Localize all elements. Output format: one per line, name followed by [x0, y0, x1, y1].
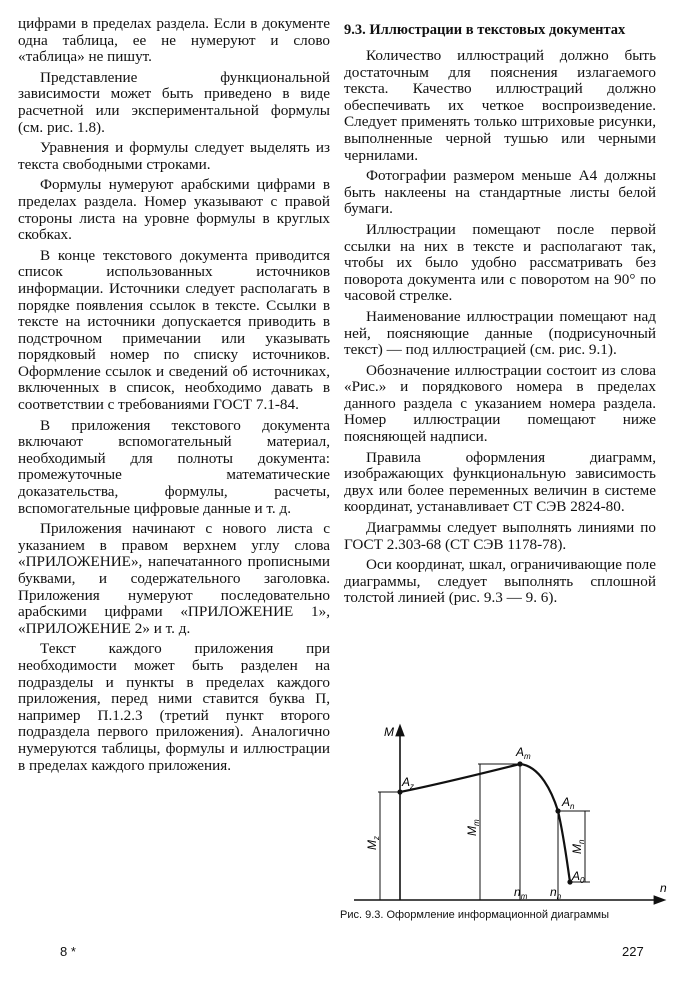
- x-axis-label: n: [660, 881, 667, 895]
- paragraph: Представление функциональной зависимости может быть приведено в виде расчетной или экспериментальной формулы (см. рис. 1.8).: [18, 68, 330, 136]
- paragraph: Диаграммы следует выполнять линиями по ГОСТ 2.303-68 (СТ СЭВ 1178-78).: [344, 519, 656, 553]
- label-am: $A_m$: [516, 745, 531, 761]
- tick-nm: $n_m$: [514, 885, 528, 901]
- tick-nn: $n_n$: [550, 885, 562, 901]
- point-az: [397, 789, 402, 794]
- label-az: $A_z$: [402, 775, 415, 791]
- left-text-column: [18, 16, 330, 774]
- label-a0: $A_0$: [572, 869, 585, 885]
- y-axis-label: M: [384, 725, 394, 739]
- paragraph: В конце текстового документа приводится список использованных источников информации. Источники следует располагать в порядке появления ссылок в тексте. Ссылки в тексте на источники допускается приводить в подстрочном примечании или указывать порядковый номер по списку источников. Оформление ссылок и сведений об источниках, включенных в список, необходимо давать в соответствии с требованиями ГОСТ 7.1-84.: [18, 246, 330, 414]
- paragraph: В приложения текстового документа включают вспомогательный материал, необходимый для полноты документа: промежуточные математические доказательства, формулы, расчеты, вспомогательные цифровые данные и т. д.: [18, 416, 330, 517]
- label-mz: $M_z$: [365, 836, 381, 850]
- signature-mark: 8 *: [60, 944, 76, 959]
- paragraph: Иллюстрации помещают после первой ссылки на них в тексте и располагают так, чтобы их было удобно рассматривать без поворота документа или с поворотом на 90° по часовой стрелке.: [344, 220, 656, 305]
- paragraph: Уравнения и формулы следует выделять из текста свободными строками.: [18, 139, 330, 173]
- diagram-svg: [340, 722, 670, 912]
- paragraph: Количество иллюстраций должно быть достаточным для пояснения излагаемого текста. Качество иллюстраций должно обеспечивать их четкое воспроизведение. Следует применять только штриховые рисунки, выполненные черной тушью или черными чернилами.: [344, 47, 656, 164]
- page-number: 227: [622, 944, 644, 959]
- paragraph: Правила оформления диаграмм, изображающих функциональную зависимость двух или более переменных величин в системе координат, устанавливает СТ СЭВ 2824-80.: [344, 448, 656, 516]
- diagram-figure: [340, 722, 670, 912]
- paragraph: Обозначение иллюстрации состоит из слова «Рис.» и порядкового номера в пределах данного раздела с указанием номера раздела. Номер иллюстрации помещают ниже поясняющей надписи.: [344, 361, 656, 446]
- paragraph: Наименование иллюстрации помещают над ней, поясняющие данные (подрисуночный текст) — под иллюстрацией (см. рис. 9.1).: [344, 307, 656, 359]
- label-mm: $M_m$: [465, 819, 481, 836]
- characteristic-curve: [400, 764, 570, 882]
- right-text-column: [344, 22, 656, 607]
- point-an: [555, 808, 560, 813]
- figure-caption: Рис. 9.3. Оформление информационной диаграммы: [340, 909, 610, 921]
- point-am: [517, 761, 522, 766]
- label-an: $A_n$: [562, 795, 575, 811]
- paragraph: Фотографии размером меньше А4 должны быть наклеены на стандартные листы белой бумаги.: [344, 167, 656, 218]
- label-mn: $M_n$: [570, 839, 586, 854]
- paragraph: Формулы нумеруют арабскими цифрами в пределах раздела. Номер указывают с правой стороны листа на уровне формулы в круглых скобках.: [18, 176, 330, 244]
- paragraph: Оси координат, шкал, ограничивающие поле диаграммы, следует выполнять сплошной толстой линией (рис. 9.3 — 9. 6).: [344, 556, 656, 607]
- section-heading: 9.3. Иллюстрации в текстовых документах: [344, 22, 626, 38]
- paragraph: цифрами в пределах раздела. Если в документе одна таблица, ее не нумеруют и слово «таблица» не пишут.: [18, 15, 330, 66]
- paragraph: Текст каждого приложения при необходимости может быть разделен на подразделы и пункты в пределах каждого приложения, перед ними ставится буква П, например П.1.2.3 (третий пункт второго подраздела первого приложения). Аналогично нумеруются таблицы, формулы и иллюстрации в пределах каждого приложения.: [18, 640, 330, 774]
- paragraph: Приложения начинают с нового листа с указанием в правом верхнем углу слова «ПРИЛОЖЕНИЕ», напечатанного прописными буквами, и содержательного заголовка. Приложения нумеруют последовательно арабскими цифрами «ПРИЛОЖЕНИЕ 1», «ПРИЛОЖЕНИЕ 2» и т. д.: [18, 520, 330, 637]
